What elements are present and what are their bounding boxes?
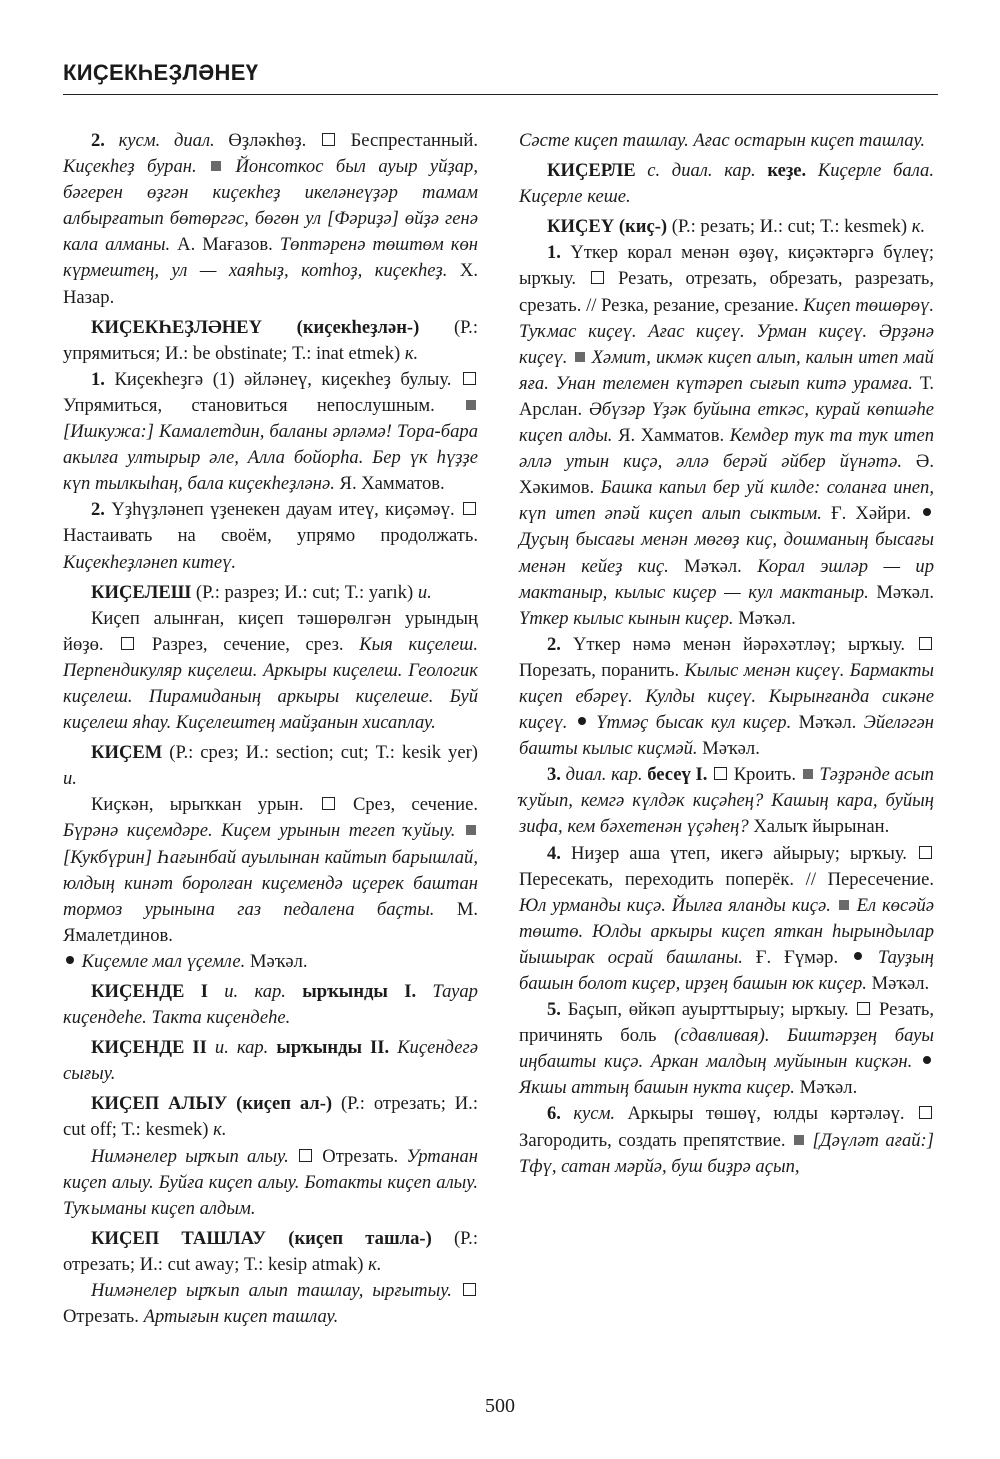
citation: Тәҙрәнде асып ҡуйып, кемгә күлдәк киҫәһең? Кашың кара, буйың зифа, кем бәхетенән үҫәһең? bbox=[519, 764, 934, 838]
russian-translation: Резать, отрезать, обрезать, разрезать, срезать. // Резка, резание, срезание. bbox=[519, 268, 935, 316]
headword: КИҪЕКҺЕҘЛӘНЕҮ (киҫекһеҙлән-) bbox=[91, 316, 420, 338]
part-of-speech: и. bbox=[417, 581, 432, 603]
russian-marker-icon bbox=[591, 271, 604, 284]
citation: Төптәренә төштөм көн күрмештең, ул — хаяһыҙ, котһоҙ, киҫекһеҙ. bbox=[63, 234, 478, 282]
headword: КИҪЕМ bbox=[91, 742, 163, 764]
example: Бүрәнә киҫемдәре. Киҫем урынын тегеп ҡуйыу. bbox=[63, 820, 456, 842]
proverb: Тауҙың башын болот киҫер, ирҙең башын юк киҫер. bbox=[519, 946, 934, 994]
definition: Нимәнелер ырҡып алыу. bbox=[91, 1145, 289, 1167]
sense-number: 2. bbox=[91, 130, 105, 151]
example: Сәсте киҫеп ташлау. Ағас остарын киҫеп ташлау. bbox=[519, 130, 926, 151]
citation-marker-icon bbox=[466, 825, 476, 835]
citation: Хәмит, икмәк киҫеп алып, калын итеп май яға. Унан телемен күтәреп сығып китә урамға. bbox=[519, 346, 934, 394]
russian-marker-icon bbox=[463, 372, 476, 385]
definition: Үҙһүҙләнеп үҙенекен дауам итеү, киҫәмәү. bbox=[111, 499, 455, 521]
russian-marker-icon bbox=[121, 637, 134, 650]
example: Уртанан киҫеп алыу. Буйға киҫеп алыу. Ботакты киҫеп алыу. Туҡыманы киҫеп алдым. bbox=[63, 1145, 478, 1219]
sense bbox=[63, 606, 478, 736]
russian-marker-icon bbox=[299, 1149, 312, 1162]
russian-translation: Резать, причинять боль bbox=[519, 999, 934, 1047]
dictionary-entry bbox=[63, 740, 478, 792]
definition: Ниҙер аша үтеп, икегә айырыу; ырҡыу. bbox=[571, 842, 907, 864]
citation-marker-icon bbox=[211, 161, 221, 171]
equivalents: (Р.: срез; И.: section; cut; Т.: kesik yer) bbox=[169, 742, 478, 764]
sense bbox=[519, 997, 934, 1101]
definition: Аркыры төшөү, юлды кәртәләү. bbox=[627, 1103, 905, 1125]
proverb-source: Мәҡәл. bbox=[702, 738, 760, 760]
russian-translation: Срез, сечение. bbox=[352, 794, 478, 816]
part-of-speech: к. bbox=[213, 1119, 227, 1141]
sense bbox=[519, 762, 934, 840]
russian-translation: Загородить, создать препятствие. bbox=[519, 1129, 786, 1151]
citation-marker-icon bbox=[466, 400, 476, 410]
sense bbox=[519, 632, 934, 762]
part-of-speech: с. диал. кар. bbox=[647, 160, 756, 182]
proverb-line bbox=[63, 949, 478, 975]
cross-reference: ырҡынды II. bbox=[276, 1037, 390, 1059]
proverb-marker-icon bbox=[66, 956, 74, 964]
usage-label: кусм. диал. bbox=[118, 130, 215, 151]
citation-marker-icon bbox=[803, 769, 813, 779]
russian-translation: Разрез, сечение, срез. bbox=[151, 633, 344, 655]
proverb: Үткер кылыс кынын киҫер. bbox=[519, 607, 734, 629]
example: Артығын киҫеп ташлау. bbox=[143, 1306, 339, 1328]
proverb-marker-icon bbox=[923, 508, 931, 516]
citation: Йонсоткос был ауыр уйҙар, бәгерен өҙгән киҫекһеҙ икеләнеүҙәр тамам албырғатып бөтөргәс, бөгөн ул [Фәриҙә] өйҙә генә кала алманы. bbox=[63, 156, 478, 256]
entry-continuation bbox=[63, 128, 478, 311]
proverb: Якшы аттың башын нукта киҫер. bbox=[519, 1077, 795, 1099]
definition: Үткер корал менән өҙөү, киҫәктәргә бүлеү; ырҡыу. bbox=[519, 242, 934, 290]
definition: Баҫып, өйкәп ауырттырыу; ырҡыу. bbox=[567, 999, 849, 1021]
citation: Башка капыл бер уй килде: соланға инеп, күп итеп әпәй киҫеп алып сыктым. bbox=[519, 477, 934, 525]
example: Киҫекһеҙ буран. bbox=[63, 156, 197, 178]
proverb: Корал эшләр — ир мактаныр, кылыс киҫер — кул мактаныр. bbox=[519, 555, 934, 603]
dictionary-entry bbox=[63, 1226, 478, 1278]
sense bbox=[63, 792, 478, 949]
citation-author: Т. Арслан. bbox=[519, 372, 934, 420]
citation: Әбүзәр Үҙәк буйына еткәс, курай көпшәһе киҫеп алды. bbox=[519, 398, 934, 447]
left-column bbox=[63, 128, 478, 1330]
citation-author: А. Мағазов. bbox=[177, 234, 273, 256]
citation-author: Х. Назар. bbox=[63, 260, 478, 308]
dictionary-entry bbox=[519, 214, 934, 240]
russian-translation: Упрямиться, становиться непослушным. bbox=[63, 394, 435, 416]
citation-author: Ғ. Хәйри. bbox=[830, 503, 911, 525]
russian-translation: Кроить. bbox=[733, 764, 796, 786]
citation: [Дәүләт ағай:] Тфү, сатан мәрйә, буш биҙрә аҫып, bbox=[519, 1129, 934, 1177]
part-of-speech: и. кар. bbox=[214, 1037, 269, 1059]
russian-marker-icon bbox=[714, 767, 727, 780]
sense bbox=[519, 1101, 934, 1179]
citation-author: Халыҡ йырынан. bbox=[753, 816, 890, 838]
proverb-marker-icon bbox=[923, 1056, 931, 1064]
sense bbox=[63, 497, 478, 575]
proverb: Эйеләгән башты кылыс киҫмәй. bbox=[519, 712, 934, 760]
entry-continuation bbox=[519, 128, 934, 154]
russian-marker-icon bbox=[919, 1106, 932, 1119]
headword: КИҪЕҮ (киҫ-) bbox=[547, 216, 668, 238]
dictionary-entry bbox=[63, 1091, 478, 1143]
sense-number: 5. bbox=[547, 999, 561, 1021]
citation: [Ишкужа:] Камалетдин, баланы әрләмә! Тора-бара акылға ултырыр әле, Алла бойорһа. Бер үк һүҙҙе күп тылкыһаң, бала киҫекһеҙләнә. bbox=[63, 421, 478, 495]
sense-number: 2. bbox=[91, 499, 105, 521]
russian-translation: Пересекать, переходить поперёк. // Пересечение. bbox=[519, 868, 934, 890]
proverb-source: Мәҡәл. bbox=[684, 555, 742, 577]
headword: КИҪЕЛЕШ bbox=[91, 581, 192, 603]
sense-number: 1. bbox=[547, 242, 561, 264]
running-head: КИҪЕКҺЕҘЛӘНЕҮ bbox=[63, 60, 259, 85]
proverb: Үтмәҫ бысак кул киҫер. bbox=[596, 712, 792, 734]
proverb: Киҫемле мал үҫемле. bbox=[81, 950, 246, 972]
example: Кыя киҫелеш. Перпендикуляр киҫелеш. Аркыры киҫелеш. Геологик киҫелеш. Пирамиданың аркыры киҫелеше. Буй киҫелеш яһау. Киҫелештең майҙанын хисаплау. bbox=[63, 633, 478, 734]
sense bbox=[519, 240, 934, 631]
headword: КИҪЕП АЛЫУ (киҫеп ал-) bbox=[91, 1093, 333, 1115]
sense-number: 6. bbox=[547, 1103, 561, 1125]
dictionary-entry bbox=[63, 1035, 478, 1087]
example: Тауар киҫендеһе. Такта киҫендеһе. bbox=[63, 981, 478, 1029]
russian-note: (сдавливая). bbox=[674, 1025, 770, 1047]
russian-translation: Беспрестанный. bbox=[350, 130, 479, 151]
example: Юл урманды киҫә. Йылға яланды киҫә. bbox=[519, 894, 831, 916]
headword: КИҪЕРЛЕ bbox=[547, 160, 636, 182]
example: Киҫекһеҙләнеп китеү. bbox=[63, 551, 237, 573]
example: Кылыс менән киҫеү. Бармакты киҫеп ебәреү. Кулды киҫеү. Кырынғанда сикәне киҫеү. bbox=[519, 659, 934, 734]
part-of-speech: к. bbox=[911, 216, 926, 238]
usage-label: диал. кар. bbox=[565, 764, 643, 786]
equivalents: (Р.: разрез; И.: cut; Т.: yarık) bbox=[195, 581, 414, 603]
definition: Өҙләкһөҙ. bbox=[228, 130, 307, 151]
page-number: 500 bbox=[485, 1395, 515, 1417]
equivalents: (Р.: отрезать; И.: cut away; Т.: kesip atmak) bbox=[63, 1227, 478, 1275]
definition: Нимәнелер ырҡып алып ташлау, ырғытыу. bbox=[91, 1280, 452, 1302]
russian-marker-icon bbox=[919, 637, 932, 650]
citation: Ел көсәйә төштө. Юлды аркыры киҫеп яткан һырындылар йышырак осрай башланы. bbox=[519, 894, 935, 968]
sense-number: 2. bbox=[547, 633, 561, 655]
headword: КИҪЕНДЕ II bbox=[91, 1037, 207, 1059]
part-of-speech: к. bbox=[404, 342, 419, 364]
russian-translation: Отрезать. bbox=[63, 1306, 139, 1328]
russian-translation: Отрезать. bbox=[322, 1145, 399, 1167]
cross-reference: бесеү I. bbox=[647, 764, 708, 786]
example: Киҫерле бала. Киҫерле кеше. bbox=[519, 160, 934, 208]
example: Киҫендегә сығыу. bbox=[63, 1037, 478, 1085]
headword: КИҪЕП ТАШЛАУ (киҫеп ташла-) bbox=[91, 1227, 432, 1249]
dictionary-entry bbox=[63, 315, 478, 367]
right-column bbox=[519, 128, 934, 1180]
russian-translation: Порезать, поранить. bbox=[519, 659, 680, 681]
proverb-source: Мәҡәл. bbox=[876, 581, 934, 603]
definition: Киҫеп алынған, киҫеп тәшөрөлгән урындың йөҙө. bbox=[63, 607, 478, 655]
russian-marker-icon bbox=[322, 133, 335, 146]
citation-author: Ә. Хәкимов. bbox=[519, 451, 934, 499]
russian-translation: Настаивать на своём, упрямо продолжать. bbox=[63, 525, 478, 547]
sense bbox=[519, 841, 934, 998]
citation-author: Ғ. Ғүмәр. bbox=[755, 946, 839, 968]
citation-author: Я. Хамматов. bbox=[339, 473, 445, 495]
cross-reference: ырҡынды I. bbox=[302, 981, 417, 1002]
russian-marker-icon bbox=[463, 1283, 476, 1296]
sense-number: 1. bbox=[91, 368, 105, 390]
sense bbox=[63, 1278, 478, 1330]
citation-marker-icon bbox=[839, 900, 849, 910]
russian-marker-icon bbox=[322, 797, 335, 810]
dictionary-entry bbox=[63, 580, 478, 606]
citation-author: Я. Хамматов. bbox=[618, 425, 725, 447]
sense-number: 3. bbox=[547, 764, 561, 786]
citation-marker-icon bbox=[794, 1135, 804, 1145]
proverb-marker-icon bbox=[854, 952, 862, 960]
part-of-speech: и. кар. bbox=[224, 981, 286, 1002]
dictionary-entry bbox=[519, 158, 934, 210]
cross-reference: кеҙе. bbox=[767, 160, 807, 182]
russian-marker-icon bbox=[463, 502, 476, 515]
example: Киҫеп төшөрөү. Туҡмас киҫеү. Ағас киҫеү. Урман киҫеү. Әрҙәнә киҫеү. bbox=[519, 294, 934, 368]
proverb-source: Мәҡәл. bbox=[799, 1077, 858, 1099]
definition: Киҫкән, ырыҡкан урын. bbox=[91, 794, 304, 816]
equivalents: (Р.: упрямиться; И.: be obstinate; Т.: inat etmek) bbox=[63, 316, 478, 364]
part-of-speech: и. bbox=[63, 768, 77, 790]
usage-label: кусм. bbox=[573, 1103, 616, 1125]
equivalents: (Р.: резать; И.: cut; Т.: kesmek) bbox=[671, 216, 908, 238]
headword: КИҪЕНДЕ I bbox=[91, 981, 208, 1002]
proverb-source: Мәҡәл. bbox=[249, 950, 308, 972]
citation: Кемдер тук та тук итеп әллә утын киҫә, әллә берәй әйбер йүнәтә. bbox=[519, 425, 934, 473]
russian-marker-icon bbox=[919, 846, 932, 859]
sense bbox=[63, 1144, 478, 1222]
definition: Киҫекһеҙгә (1) әйләнеү, киҫекһеҙ булыу. bbox=[114, 368, 452, 390]
sense-number: 4. bbox=[547, 842, 561, 864]
definition: Үткер нәмә менән йәрәхәтләү; ырҡыу. bbox=[572, 633, 905, 655]
citation-marker-icon bbox=[575, 352, 585, 362]
proverb-source: Мәҡәл. bbox=[738, 607, 796, 629]
proverb-marker-icon bbox=[578, 717, 586, 725]
russian-marker-icon bbox=[857, 1002, 870, 1015]
example: Биштәрҙең бауы иңбашты киҫә. Аркан малдың муйынын киҫкән. bbox=[519, 1025, 934, 1073]
proverb: Дуҫың бысағы менән мөгөҙ киҫ, дошманың бысағы менән кейеҙ киҫ. bbox=[519, 529, 934, 577]
part-of-speech: к. bbox=[368, 1253, 382, 1275]
header-rule bbox=[63, 94, 938, 95]
citation: [Кукбүрин] Һағынбай ауылынан кайтып барышлай, юлдың кинәт боролған киҫемендә иҫерек баштан тормоз урынына газ педалена баҫты. bbox=[63, 846, 478, 920]
sense bbox=[63, 367, 478, 497]
dictionary-entry bbox=[63, 979, 478, 1031]
citation-author: М. Ямалетдинов. bbox=[63, 898, 478, 946]
proverb-source: Мәҡәл. bbox=[798, 712, 857, 734]
equivalents: (Р.: отрезать; И.: cut off; Т.: kesmek) bbox=[63, 1093, 478, 1141]
proverb-source: Мәҡәл. bbox=[871, 973, 930, 994]
